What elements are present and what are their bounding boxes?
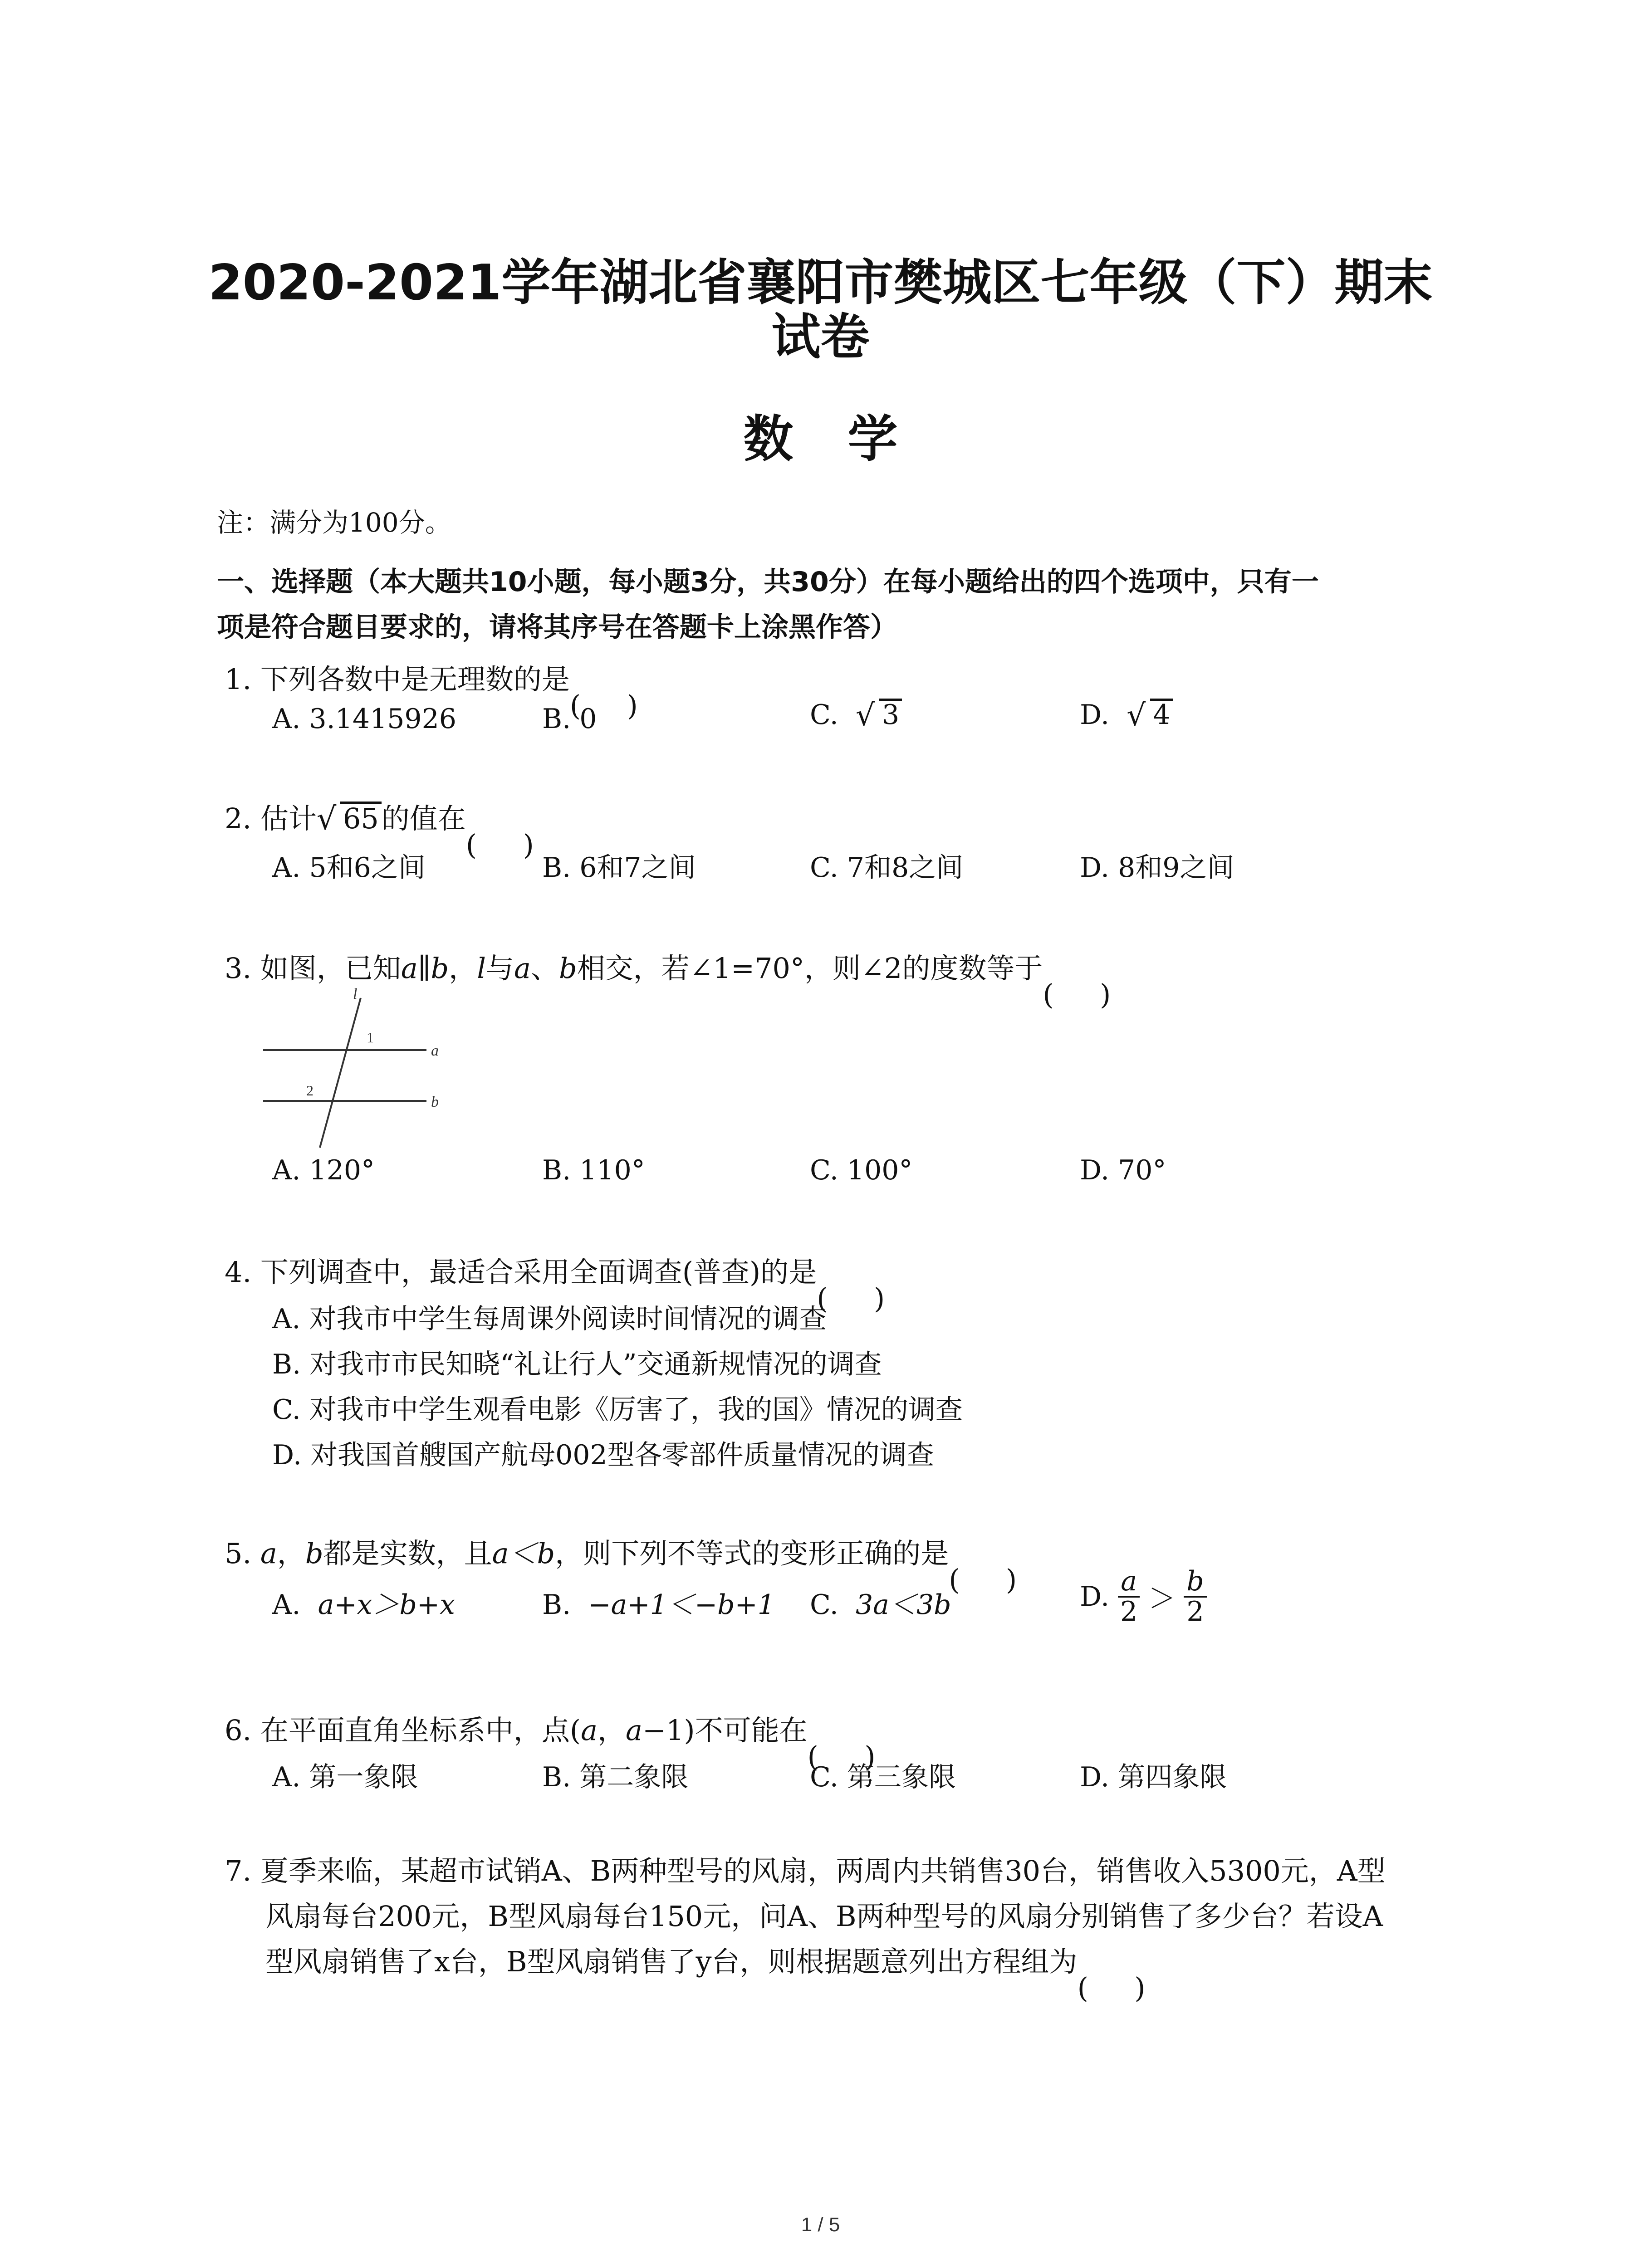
radicand: 65 [340,802,382,833]
q3-text-2: ， [449,952,477,985]
q3-text-3: 与 [486,952,514,985]
question-4-text: 4. 下列调查中，最适合采用全面调查(普查)的是 [225,1256,817,1289]
question-5-stem [225,1531,1017,1571]
question-5-option-c [810,1583,951,1622]
q5-var-b: b [305,1537,323,1570]
question-4-option-d: D. 对我国首艘国产航母002型各零部件质量情况的调查 [272,1439,934,1471]
question-5-option-d [1080,1567,1207,1626]
q3-line-a: a [514,952,531,985]
question-6-option-b: B. 第二象限 [542,1761,689,1793]
q6-text-2: ， [598,1714,626,1747]
figure-label-a: a [431,1042,439,1059]
question-4-option-c: C. 对我市中学生观看电影《厉害了，我的国》情况的调查 [272,1394,963,1426]
question-3-option-b: B. 110° [542,1154,645,1186]
q5-text-3: 都是实数，且 [323,1537,492,1570]
question-2-stem [225,796,534,836]
option-expression: 3a＜3b [856,1589,951,1621]
section-1-instructions-line-1: 一、选择题（本大题共10小题，每小题3分，共30分）在每小题给出的四个选项中，只有一 [217,566,1319,598]
option-label: A. [272,1589,301,1621]
option-expression: −a+1＜−b+1 [588,1589,775,1621]
option-label: D. [1080,1581,1110,1613]
question-6-stem [225,1708,876,1748]
question-6-option-a: A. 第一象限 [272,1761,418,1793]
question-7-line-3 [265,1939,1146,1980]
figure-label-b: b [431,1094,439,1110]
q6-var-a-2: a [626,1714,643,1747]
option-label: D. [1080,699,1110,731]
question-2-text-pre: 2. 估计 [225,802,317,835]
question-3-option-d: D. 70° [1080,1154,1166,1186]
question-7-line-2: 风扇每台200元，B型风扇每台150元，问A、B两种型号的风扇分别销售了多少台？若设A [265,1900,1383,1933]
figure-angle-2: 2 [306,1082,314,1099]
question-7-text: 型风扇销售了x台，B型风扇销售了y台，则根据题意列出方程组为 [265,1945,1078,1978]
question-1-option-a: A. 3.1415926 [272,703,456,735]
question-2-option-b: B. 6和7之间 [542,852,696,884]
question-3-option-c: C. 100° [810,1154,913,1186]
numerator: b [1184,1567,1206,1598]
q3-text-1: 3. 如图，已知 [225,952,401,985]
question-6-option-d: D. 第四象限 [1080,1761,1227,1793]
section-1-instructions-line-2: 项是符合题目要求的，请将其序号在答题卡上涂黑作答） [217,611,897,643]
question-1-option-d [1080,699,1173,731]
exam-title-line-1: 2020-2021学年湖北省襄阳市樊城区七年级（下）期末 [208,254,1433,311]
option-label: C. [810,1589,838,1621]
question-2-option-c: C. 7和8之间 [810,852,964,884]
q3-line-l: l [477,952,486,985]
question-1-option-b: B. 0 [542,703,597,735]
exam-title-line-2: 试卷 [771,309,870,366]
option-expression: a+x＞b+x [318,1589,455,1621]
question-1-option-c [810,699,902,731]
question-2-text-post: 的值在 [381,802,466,835]
q5-text-1: 5. [225,1537,260,1570]
option-label: C. [810,699,838,731]
question-3-option-a: A. 120° [272,1154,375,1186]
square-root: √ 4 [1127,699,1173,731]
square-root: √ 65 [317,802,382,835]
denominator: 2 [1186,1596,1204,1628]
fraction-b-over-2 [1184,1567,1206,1626]
figure-angle-1: 1 [367,1029,374,1046]
page-number: 1 / 5 [801,2214,840,2236]
question-6-option-c: C. 第三象限 [810,1761,956,1793]
figure-label-l: l [353,986,358,1002]
subject-heading: 数学 [743,410,952,468]
q5-inequality: a＜b [492,1537,555,1570]
q5-text-4: ，则下列不等式的变形正确的是 [555,1537,949,1570]
question-5-option-b [542,1583,775,1622]
square-root: √ 3 [856,699,902,731]
radicand: 4 [1150,699,1173,729]
question-1-stem [225,657,638,697]
question-2-option-a: A. 5和6之间 [272,852,426,884]
radicand: 3 [879,699,902,729]
question-4-stem [225,1250,885,1290]
q5-var-a: a [260,1537,277,1570]
q3-text-4: 、 [531,952,559,985]
question-4-option-b: B. 对我市市民知晓“礼让行人”交通新规情况的调查 [272,1349,882,1380]
denominator: 2 [1120,1596,1138,1628]
question-1-text: 1. 下列各数中是无理数的是 [225,663,570,696]
question-4-option-a: A. 对我市中学生每周课外阅读时间情况的调查 [272,1303,827,1335]
question-2-option-d: D. 8和9之间 [1080,852,1234,884]
q6-text-1: 6. 在平面直角坐标系中，点( [225,1714,581,1747]
q3-parallel: a∥b [401,952,449,985]
q6-var-a: a [581,1714,598,1747]
parallel-lines-figure [254,984,454,1152]
fraction-a-over-2 [1117,1567,1140,1626]
numerator: a [1118,1567,1140,1598]
q3-text-5: 相交，若∠1=70°，则∠2的度数等于 [577,952,1043,985]
score-note: 注：满分为100分。 [217,507,451,538]
option-label: B. [542,1589,571,1621]
question-5-option-a [272,1583,455,1622]
question-7-line-1: 7. 夏季来临，某超市试销A、B两种型号的风扇，两周内共销售30台，销售收入5300元，A型 [225,1854,1386,1887]
question-3-stem [225,946,1111,986]
q3-line-b: b [559,952,577,985]
greater-than-sign: ＞ [1148,1583,1176,1615]
q6-text-3: −1)不可能在 [642,1714,808,1747]
q5-text-2: ， [277,1537,305,1570]
